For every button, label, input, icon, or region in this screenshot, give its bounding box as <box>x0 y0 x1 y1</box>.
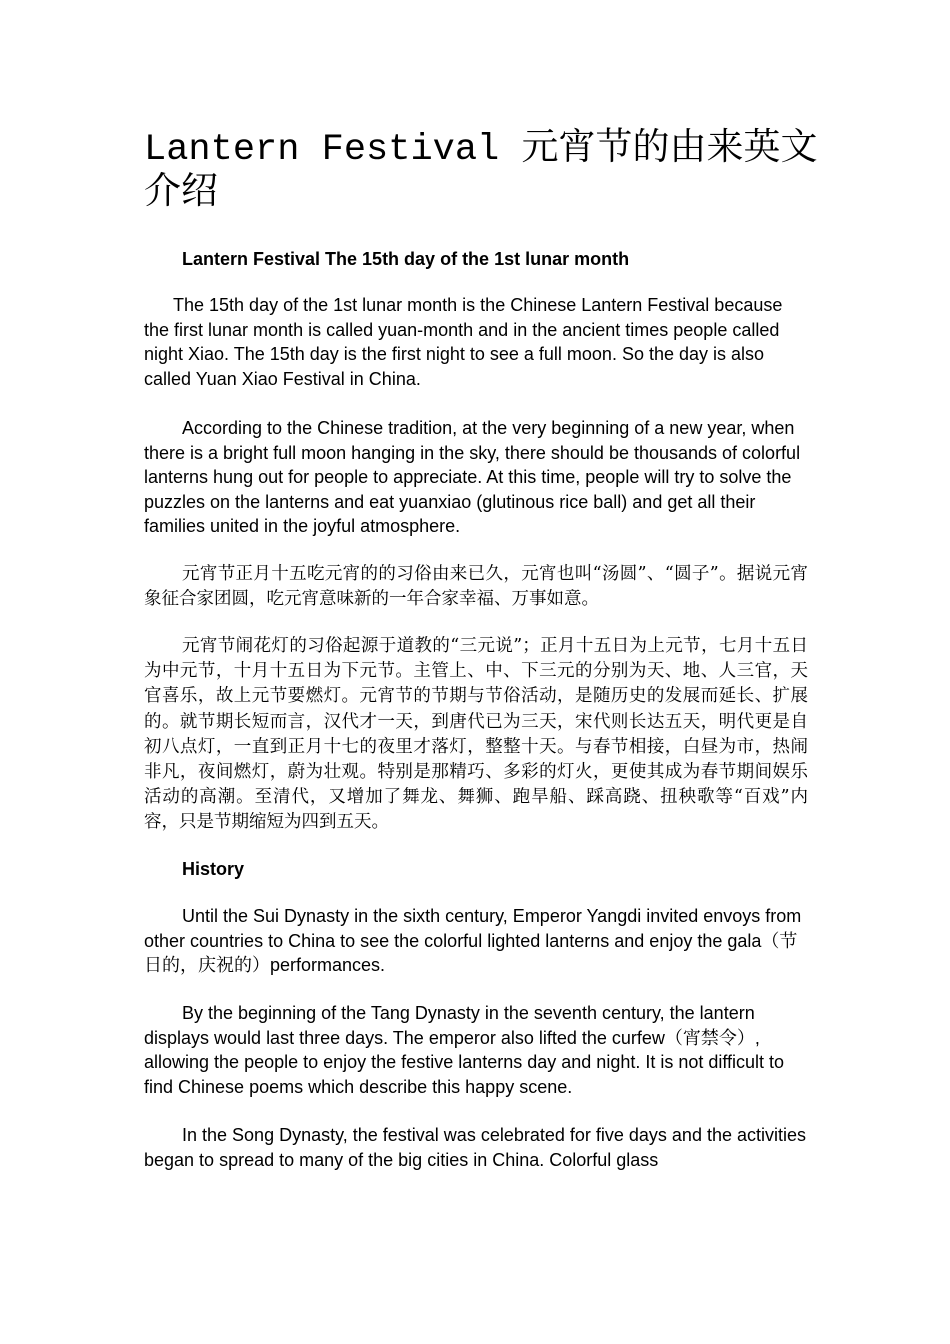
subtitle-paragraph: Lantern Festival The 15th day of the 1st lunar month <box>182 249 630 269</box>
tang-dynasty-paragraph: By the beginning of the Tang Dynasty in the seventh century, the lantern displays would last three days. The emperor also lifted the curfew（宵禁令）, allowing the people to enjoy the festive lanterns day and night. It is not difficult to find Chinese poems which describe this happy scene. <box>144 1003 785 1097</box>
document-title: Lantern Festival 元宵节的由来英文介绍 <box>144 129 818 215</box>
song-dynasty-paragraph: In the Song Dynasty, the festival was celebrated for five days and the activities began to spread to many of the big cities in China. Colorful glass <box>144 1125 806 1170</box>
chinese-paragraph-1: 元宵节正月十五吃元宵的的习俗由来已久，元宵也叫“汤圆”、“圆子”。据说元宵象征合家团圆，吃元宵意味新的一年合家幸福、万事如意。 <box>144 564 808 610</box>
history-heading: History <box>182 859 245 879</box>
sui-dynasty-paragraph: Until the Sui Dynasty in the sixth century, Emperor Yangdi invited envoys from other countries to China to see the colorful lighted lanterns and enjoy the gala（节日的，庆祝的）performances. <box>144 906 802 976</box>
chinese-paragraph-2: 元宵节闹花灯的习俗起源于道教的“三元说”；正月十五日为上元节，七月十五日为中元节，十月十五日为下元节。主管上、中、下三元的分别为天、地、人三官，天官喜乐，故上元节要燃灯。元宵节的节期与节俗活动，是随历史的发展而延长、扩展的。就节期长短而言，汉代才一天，到唐代已为三天，宋代则长达五天，明代更是自初八点灯，一直到正月十七的夜里才落灯，整整十天。与春节相接，白昼为市，热闹非凡，夜间燃灯，蔚为壮观。特别是那精巧、多彩的灯火，更使其成为春节期间娱乐活动的高潮。至清代，又增加了舞龙、舞狮、跑旱船、踩高跷、扭秧歌等“百戏”内容，只是节期缩短为四到五天。 <box>144 636 808 833</box>
intro-paragraph: The 15th day of the 1st lunar month is the Chinese Lantern Festival because the first lunar month is called yuan-month and in the ancient times people called night Xiao. The 15th day is the first night to see a full moon. So the day is also called Yuan Xiao Festival in China. <box>144 295 783 389</box>
tradition-paragraph: According to the Chinese tradition, at the very beginning of a new year, when there is a bright full moon hanging in the sky, there should be thousands of colorful lanterns hung out for people to appreciate. At this time, people will try to solve the puzzles on the lanterns and eat yuanxiao (glutinous rice ball) and get all their families united in the joyful atmosphere. <box>144 418 801 537</box>
